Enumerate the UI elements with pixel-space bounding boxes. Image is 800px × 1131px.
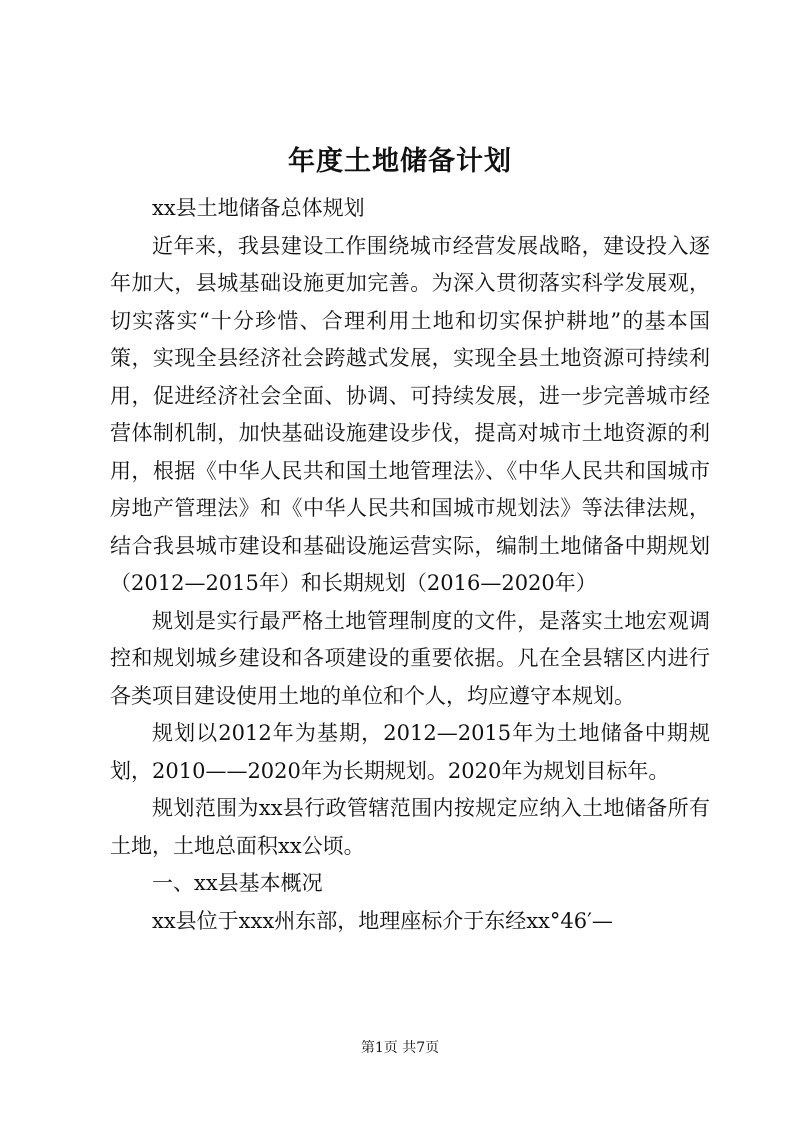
page-footer: 第1页 共7页 — [360, 1040, 440, 1056]
paragraph-plan-basis: 规划是实行最严格土地管理制度的文件，是落实土地宏观调控和规划城乡建设和各项建设的重要依据。凡在全县辖区内进行各类项目建设使用土地的单位和个人，均应遵守本规划。 — [110, 608, 710, 708]
paragraph-location: xx县位于xxx州东部，地理座标介于东经xx°46′— — [152, 908, 613, 933]
paragraph-plan-scope: 规划范围为xx县行政管辖范围内按规定应纳入土地储备所有土地，土地总面积xx公顷。 — [110, 796, 710, 858]
paragraph-plan-period: 规划以2012年为基期，2012—2015年为土地储备中期规划，2010——2020年为长期规划。2020年为规划目标年。 — [110, 721, 710, 783]
section-heading-plan: xx县土地储备总体规划 — [152, 196, 365, 220]
document-title: 年度土地储备计划 — [288, 146, 512, 177]
paragraph-background: 近年来，我县建设工作围绕城市经营发展战略，建设投入逐年加大，县城基础设施更加完善。为深入贯彻落实科学发展观，切实落实“十分珍惜、合理利用土地和切实保护耕地”的基本国策，实现全县经济社会跨越式发展，实现全县土地资源可持续利用，促进经济社会全面、协调、可持续发展，进一步完善城市经营体制机制，加快基础设施建设步伐，提高对城市土地资源的利用，根据《中华人民共和国土地管理法》、《中华人民共和国城市房地产管理法》和《中华人民共和国城市规划法》等法律法规，结合我县城市建设和基础设施运营实际，编制土地储备中期规划（2012—2015年）和长期规划（2016—2020年） — [110, 233, 710, 595]
document-body — [110, 190, 710, 940]
section-heading-overview: 一、xx县基本概况 — [152, 871, 323, 895]
